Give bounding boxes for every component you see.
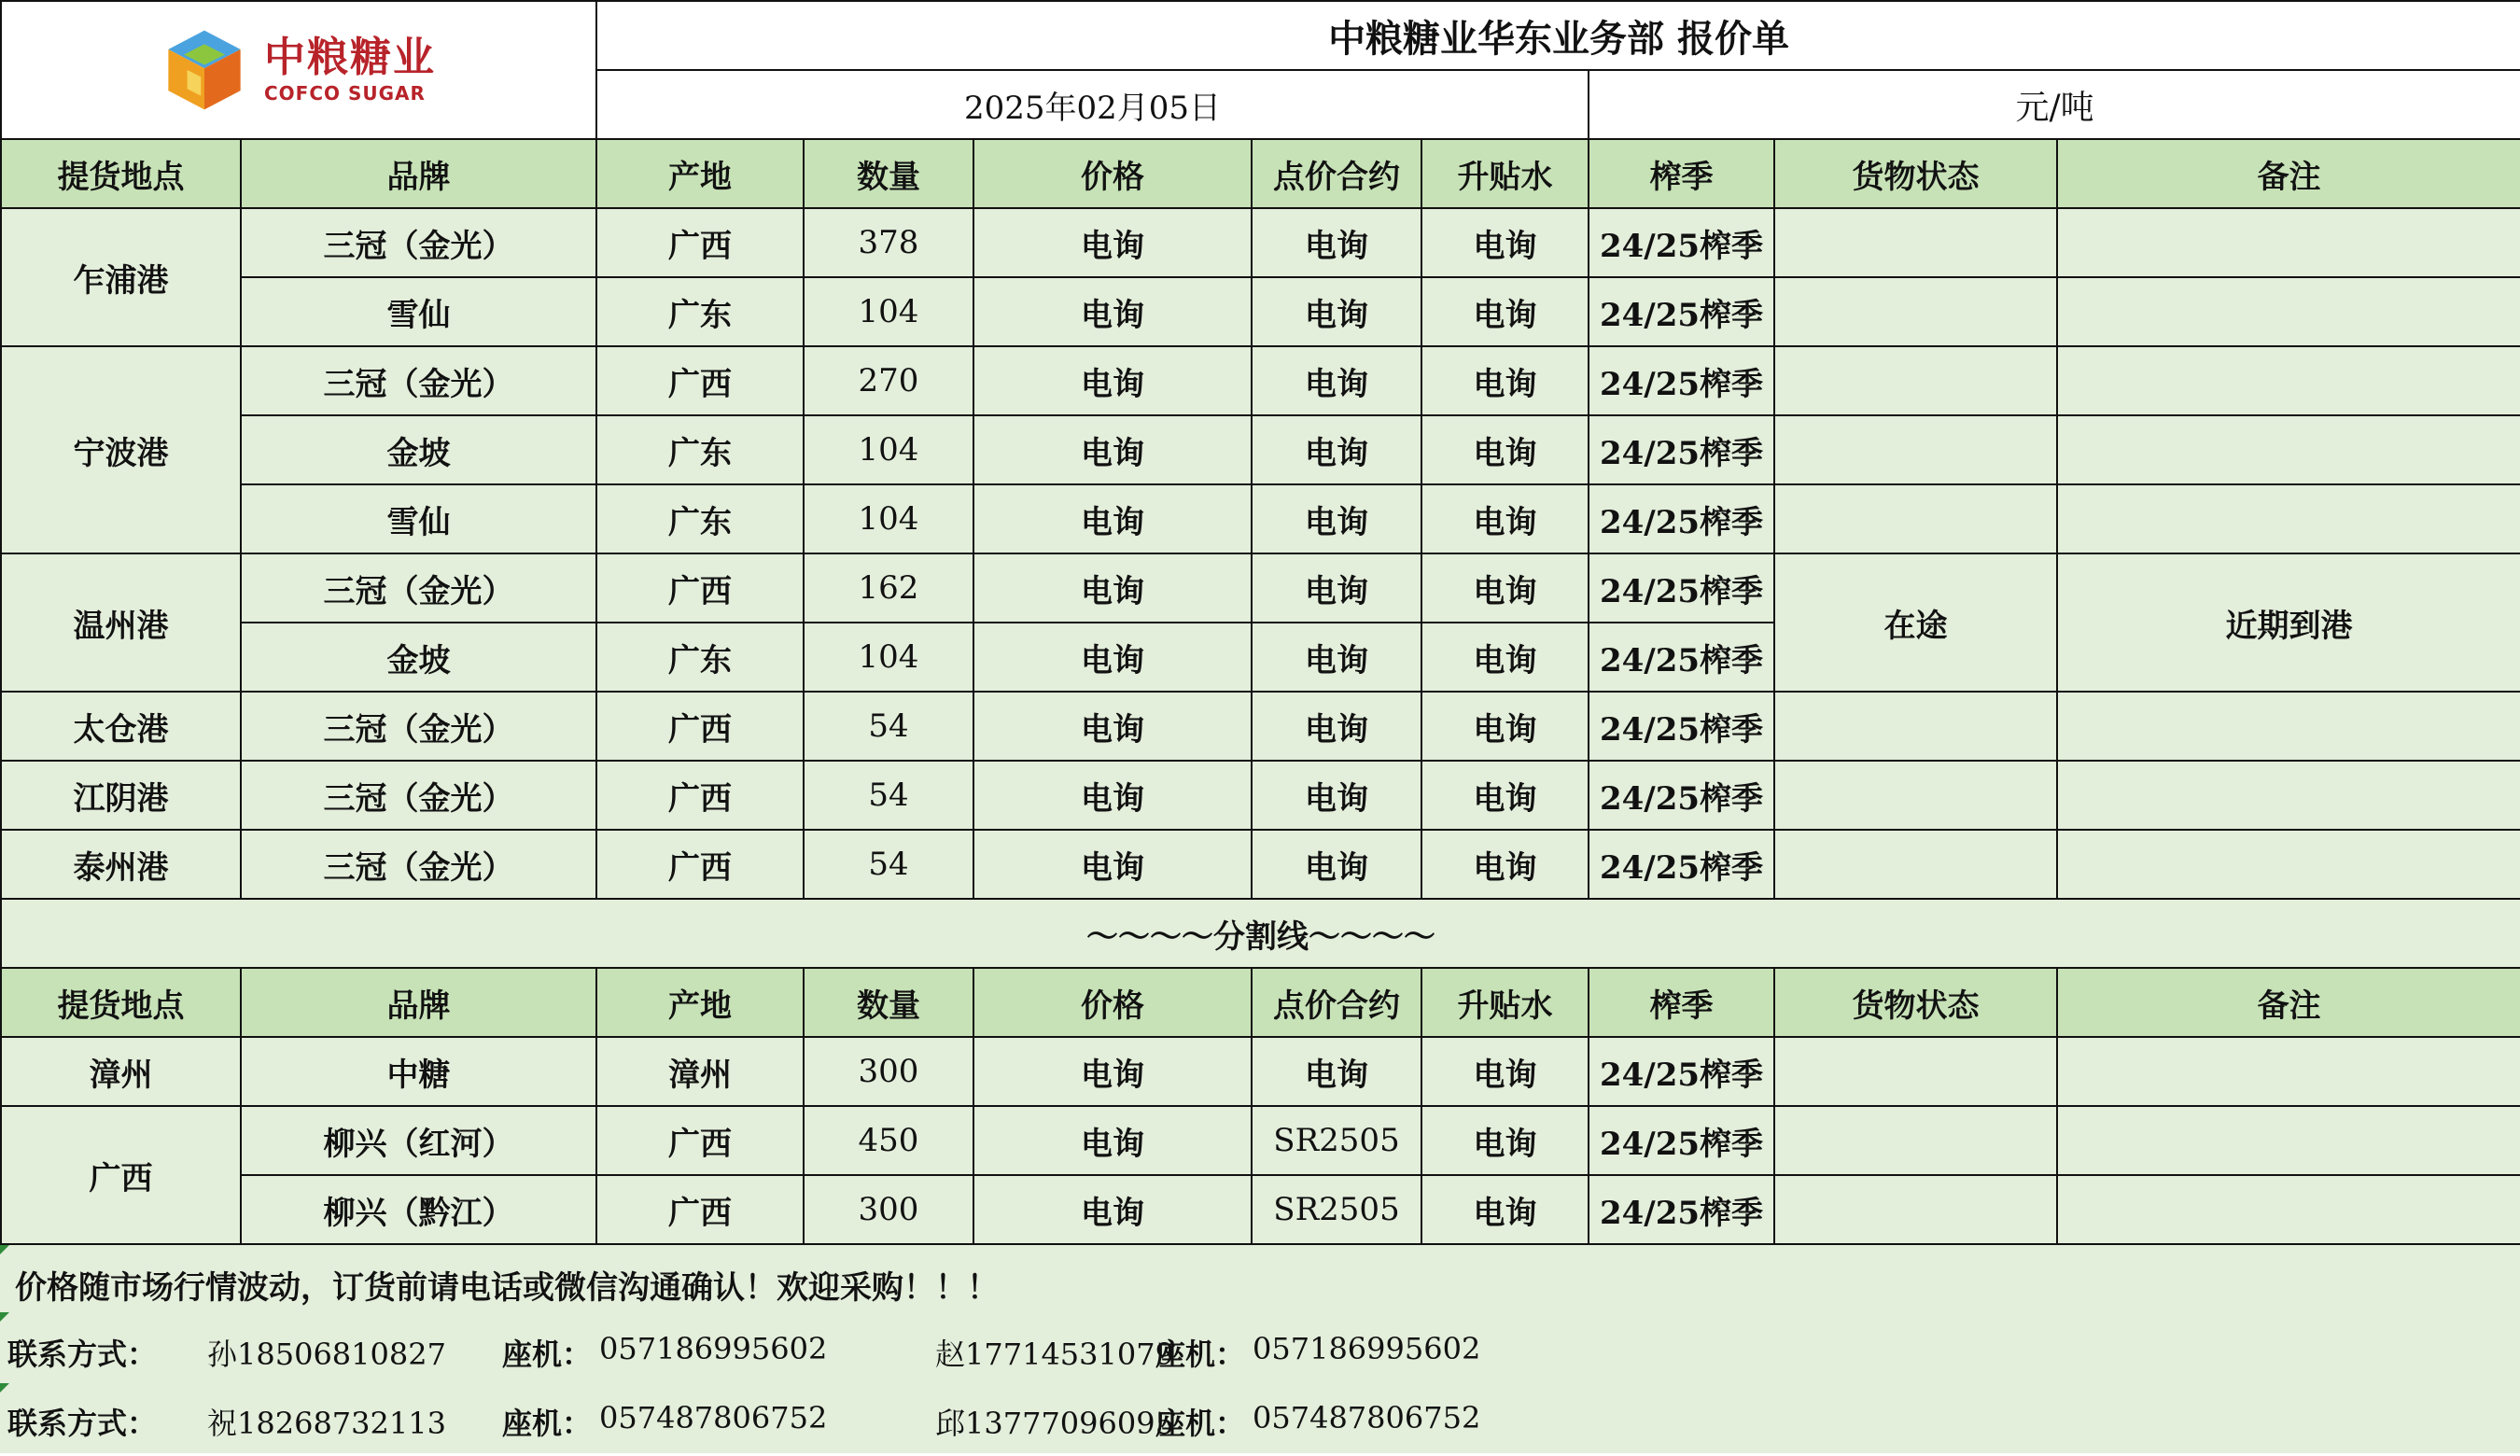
status-cell: [1774, 692, 2057, 761]
season-cell: 24/25榨季: [1589, 623, 1774, 692]
brand-cell: 金坡: [241, 623, 596, 692]
qty-cell: 104: [804, 484, 973, 553]
remark-cell: [2057, 1037, 2520, 1106]
qty-cell: 270: [804, 346, 973, 415]
logo-cn-text: 中粮糖业: [264, 34, 436, 81]
landline-number: 057186995602: [599, 1331, 828, 1366]
origin-cell: 广东: [596, 415, 804, 484]
contact-mobile: 赵17714531079: [935, 1337, 1174, 1372]
qty-cell: 300: [804, 1037, 973, 1106]
origin-cell: 广东: [596, 484, 804, 553]
contact-mobile: 孙18506810827: [207, 1337, 446, 1372]
brand-cell: 三冠（金光）: [241, 830, 596, 899]
contact-row: [0, 1400, 2520, 1456]
brand-cell: 柳兴（红河）: [241, 1106, 596, 1175]
basis-cell: 电询: [1421, 1037, 1589, 1106]
location-cell: 江阴港: [1, 761, 241, 830]
brand-cell: 柳兴（黔江）: [241, 1175, 596, 1244]
contract-cell: 电询: [1252, 1037, 1421, 1106]
col-header: 价格: [973, 139, 1252, 208]
contact-label: 联系方式：: [7, 1406, 158, 1441]
contract-cell: 电询: [1252, 761, 1421, 830]
brand-cell: 雪仙: [241, 484, 596, 553]
col-header: 点价合约: [1252, 139, 1421, 208]
contact-row: [0, 1331, 2520, 1387]
logo-cell: [1, 1, 596, 139]
location-cell: 漳州: [1, 1037, 241, 1106]
col-header: 备注: [2057, 968, 2520, 1037]
contract-cell: SR2505: [1252, 1106, 1421, 1175]
season-cell: 24/25榨季: [1589, 1037, 1774, 1106]
cofco-sugar-logo: [2, 27, 595, 113]
basis-cell: 电询: [1421, 830, 1589, 899]
basis-cell: 电询: [1421, 208, 1589, 277]
season-cell: 24/25榨季: [1589, 277, 1774, 346]
remark-cell: [2057, 415, 2520, 484]
location-cell: 宁波港: [1, 346, 241, 553]
status-cell: [1774, 277, 2057, 346]
location-cell: 太仓港: [1, 692, 241, 761]
origin-cell: 广西: [596, 346, 804, 415]
season-cell: 24/25榨季: [1589, 1106, 1774, 1175]
qty-cell: 54: [804, 830, 973, 899]
origin-cell: 广西: [596, 553, 804, 623]
contact-mobile: 祝18268732113: [207, 1406, 446, 1441]
column-header-row: [1, 968, 2520, 1037]
origin-cell: 广西: [596, 830, 804, 899]
season-cell: 24/25榨季: [1589, 208, 1774, 277]
logo-en-text: COFCO SUGAR: [264, 82, 426, 105]
origin-cell: 广西: [596, 1106, 804, 1175]
origin-cell: 广东: [596, 277, 804, 346]
origin-cell: 广西: [596, 692, 804, 761]
basis-cell: 电询: [1421, 623, 1589, 692]
price-cell: 电询: [973, 484, 1252, 553]
contract-cell: 电询: [1252, 553, 1421, 623]
col-header: 升贴水: [1421, 139, 1589, 208]
landline-number: 057487806752: [599, 1400, 828, 1435]
table-row: [1, 761, 2520, 830]
brand-cell: 金坡: [241, 415, 596, 484]
qty-cell: 450: [804, 1106, 973, 1175]
location-cell: 泰州港: [1, 830, 241, 899]
brand-cell: 三冠（金光）: [241, 692, 596, 761]
table-row: [1, 1037, 2520, 1106]
remark-cell: [2057, 484, 2520, 553]
table-row: [1, 277, 2520, 346]
price-cell: 电询: [973, 761, 1252, 830]
col-header: 榨季: [1589, 139, 1774, 208]
location-cell: 温州港: [1, 553, 241, 692]
origin-cell: 广东: [596, 623, 804, 692]
price-cell: 电询: [973, 623, 1252, 692]
price-cell: 电询: [973, 277, 1252, 346]
remark-cell: [2057, 830, 2520, 899]
status-cell: [1774, 1175, 2057, 1244]
status-cell: [1774, 415, 2057, 484]
col-header: 货物状态: [1774, 139, 2057, 208]
sheet-title: 中粮糖业华东业务部 报价单: [596, 1, 2520, 70]
landline-label: 座机：: [1155, 1406, 1246, 1441]
status-cell: [1774, 346, 2057, 415]
landline-number: 057186995602: [1253, 1331, 1481, 1366]
table-row: [1, 830, 2520, 899]
col-header: 数量: [804, 139, 973, 208]
contract-cell: 电询: [1252, 623, 1421, 692]
col-header: 点价合约: [1252, 968, 1421, 1037]
remark-cell: 近期到港: [2057, 553, 2520, 692]
qty-cell: 54: [804, 761, 973, 830]
col-header: 品牌: [241, 968, 596, 1037]
contract-cell: 电询: [1252, 415, 1421, 484]
qty-cell: 104: [804, 623, 973, 692]
contract-cell: 电询: [1252, 208, 1421, 277]
season-cell: 24/25榨季: [1589, 830, 1774, 899]
price-cell: 电询: [973, 415, 1252, 484]
contact-mobile: 邱13777096095: [935, 1406, 1174, 1441]
quote-date: 2025年02月05日: [596, 70, 1589, 139]
price-cell: 电询: [973, 1106, 1252, 1175]
brand-cell: 雪仙: [241, 277, 596, 346]
contract-cell: SR2505: [1252, 1175, 1421, 1244]
contract-cell: 电询: [1252, 277, 1421, 346]
landline-label: 座机：: [502, 1337, 593, 1372]
status-cell: [1774, 761, 2057, 830]
basis-cell: 电询: [1421, 692, 1589, 761]
origin-cell: 广西: [596, 1175, 804, 1244]
table-row: [1, 484, 2520, 553]
status-cell: [1774, 208, 2057, 277]
qty-cell: 54: [804, 692, 973, 761]
col-header: 产地: [596, 139, 804, 208]
origin-cell: 漳州: [596, 1037, 804, 1106]
price-cell: 电询: [973, 346, 1252, 415]
col-header: 数量: [804, 968, 973, 1037]
price-cell: 电询: [973, 553, 1252, 623]
brand-cell: 三冠（金光）: [241, 346, 596, 415]
column-header-row: [1, 139, 2520, 208]
landline-label: 座机：: [1155, 1337, 1246, 1372]
basis-cell: 电询: [1421, 761, 1589, 830]
brand-cell: 三冠（金光）: [241, 553, 596, 623]
brand-cell: 中糖: [241, 1037, 596, 1106]
brand-cell: 三冠（金光）: [241, 761, 596, 830]
landline-number: 057487806752: [1253, 1400, 1481, 1435]
price-cell: 电询: [973, 1175, 1252, 1244]
status-cell: [1774, 1037, 2057, 1106]
table-row: [1, 1175, 2520, 1244]
cofco-cube-logo-icon: [161, 27, 247, 113]
season-cell: 24/25榨季: [1589, 553, 1774, 623]
divider-text: ～～～～分割线～～～～: [1, 899, 2520, 968]
season-cell: 24/25榨季: [1589, 761, 1774, 830]
origin-cell: 广西: [596, 208, 804, 277]
contract-cell: 电询: [1252, 830, 1421, 899]
price-cell: 电询: [973, 830, 1252, 899]
status-cell: 在途: [1774, 553, 2057, 692]
col-header: 货物状态: [1774, 968, 2057, 1037]
basis-cell: 电询: [1421, 415, 1589, 484]
qty-cell: 104: [804, 415, 973, 484]
cell-note-marker: [0, 1383, 9, 1393]
basis-cell: 电询: [1421, 1106, 1589, 1175]
col-header: 品牌: [241, 139, 596, 208]
season-cell: 24/25榨季: [1589, 415, 1774, 484]
contract-cell: 电询: [1252, 346, 1421, 415]
remark-cell: [2057, 692, 2520, 761]
col-header: 升贴水: [1421, 968, 1589, 1037]
landline-label: 座机：: [502, 1406, 593, 1441]
status-cell: [1774, 1106, 2057, 1175]
table-row: [1, 1106, 2520, 1175]
qty-cell: 300: [804, 1175, 973, 1244]
remark-cell: [2057, 761, 2520, 830]
qty-cell: 162: [804, 553, 973, 623]
basis-cell: 电询: [1421, 484, 1589, 553]
cell-note-marker: [0, 1245, 9, 1254]
col-header: 备注: [2057, 139, 2520, 208]
brand-cell: 三冠（金光）: [241, 208, 596, 277]
remark-cell: [2057, 277, 2520, 346]
col-header: 榨季: [1589, 968, 1774, 1037]
price-cell: 电询: [973, 208, 1252, 277]
cell-note-marker: [0, 1312, 9, 1322]
table-row: [1, 346, 2520, 415]
remark-cell: [2057, 346, 2520, 415]
qty-cell: 104: [804, 277, 973, 346]
contract-cell: 电询: [1252, 484, 1421, 553]
qty-cell: 378: [804, 208, 973, 277]
status-cell: [1774, 830, 2057, 899]
basis-cell: 电询: [1421, 553, 1589, 623]
price-cell: 电询: [973, 692, 1252, 761]
footer: [0, 1245, 2520, 1453]
col-header: 提货地点: [1, 139, 241, 208]
basis-cell: 电询: [1421, 346, 1589, 415]
divider-row: [1, 899, 2520, 968]
basis-cell: 电询: [1421, 277, 1589, 346]
location-cell: 广西: [1, 1106, 241, 1244]
table-row: [1, 553, 2520, 623]
price-cell: 电询: [973, 1037, 1252, 1106]
col-header: 提货地点: [1, 968, 241, 1037]
contract-cell: 电询: [1252, 692, 1421, 761]
contact-label: 联系方式：: [7, 1337, 158, 1372]
table-row: [1, 692, 2520, 761]
season-cell: 24/25榨季: [1589, 692, 1774, 761]
col-header: 价格: [973, 968, 1252, 1037]
price-unit: 元/吨: [1589, 70, 2520, 139]
col-header: 产地: [596, 968, 804, 1037]
remark-cell: [2057, 1106, 2520, 1175]
location-cell: 乍浦港: [1, 208, 241, 346]
season-cell: 24/25榨季: [1589, 484, 1774, 553]
table-row: [1, 415, 2520, 484]
remark-cell: [2057, 1175, 2520, 1244]
basis-cell: 电询: [1421, 1175, 1589, 1244]
status-cell: [1774, 484, 2057, 553]
origin-cell: 广西: [596, 761, 804, 830]
price-notice: 价格随市场行情波动，订货前请电话或微信沟通确认！欢迎采购！！！: [15, 1269, 999, 1307]
table-row: [1, 208, 2520, 277]
season-cell: 24/25榨季: [1589, 346, 1774, 415]
remark-cell: [2057, 208, 2520, 277]
season-cell: 24/25榨季: [1589, 1175, 1774, 1244]
